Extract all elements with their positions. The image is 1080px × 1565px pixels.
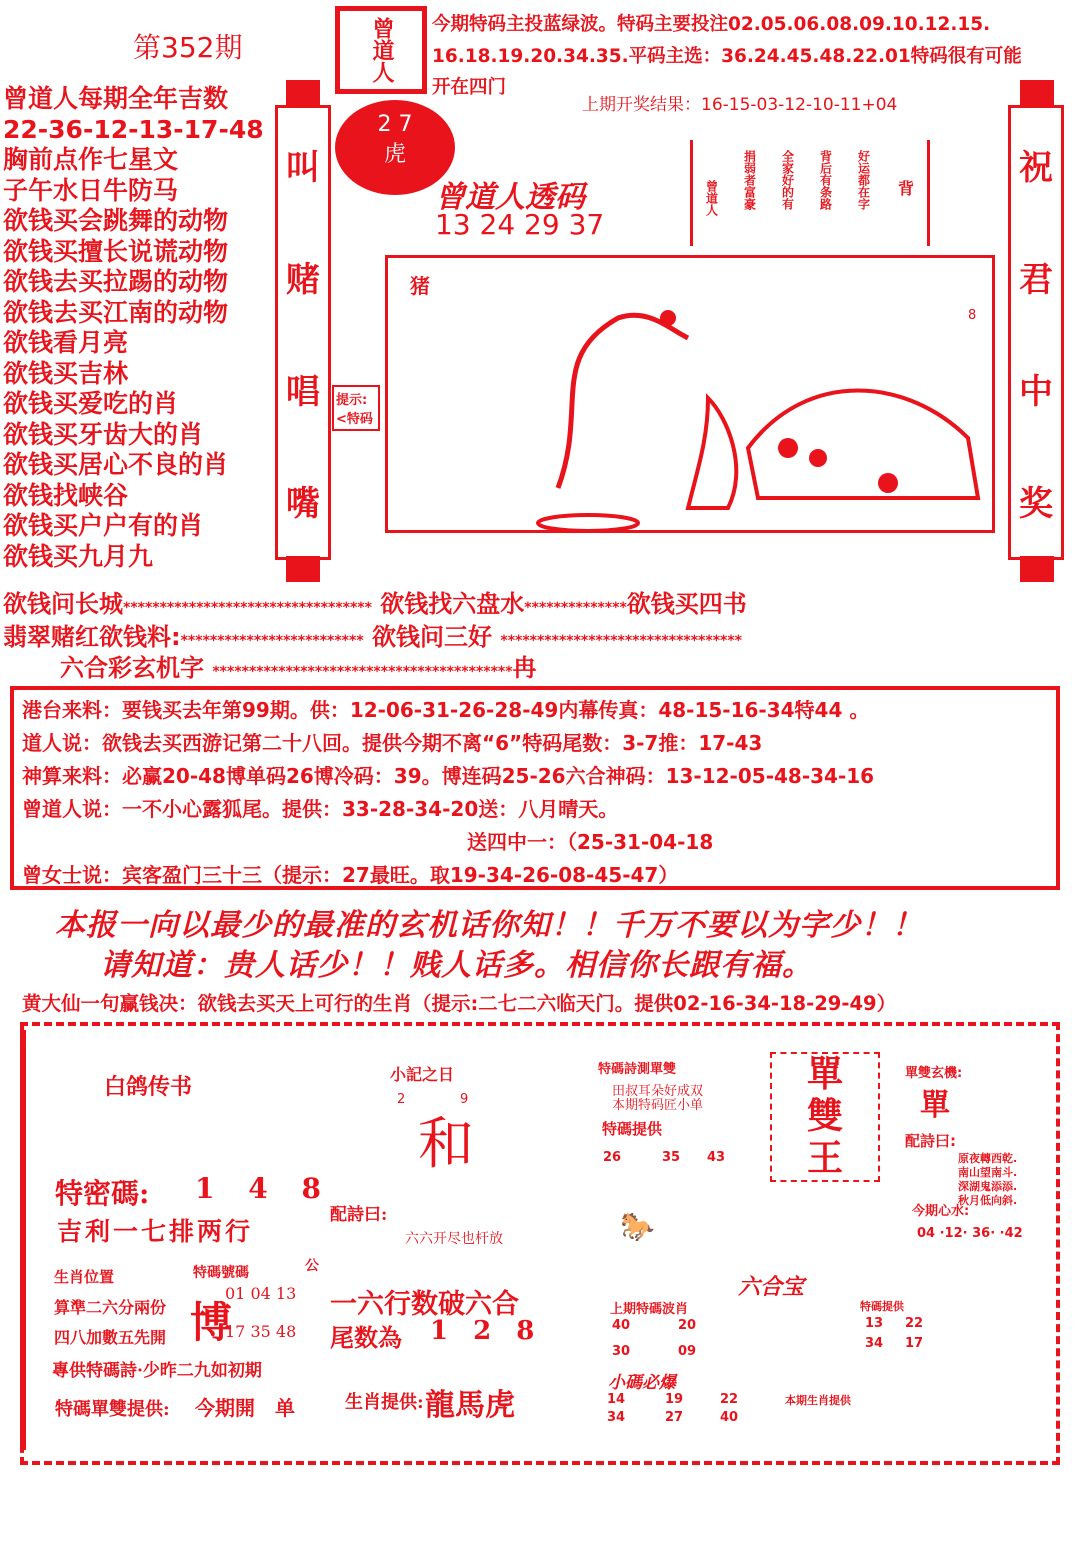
riddle: 欲钱找六盘水 xyxy=(380,590,525,618)
br-heart: 今期心水: xyxy=(912,1204,970,1219)
riddle-row-2 xyxy=(3,617,742,652)
pigeon-title: 白鸽传书 xyxy=(104,1074,193,1100)
br-poem: 田叔耳朵好成双 xyxy=(612,1084,704,1099)
br-title: 上期特碼波肖 xyxy=(610,1302,689,1317)
info-box xyxy=(10,686,1060,890)
top-notice-line: 今期特码主投蓝绿波。特码主要投注02.05.06.08.09.10.12.15. xyxy=(432,14,991,35)
br-brand: 六合宝 xyxy=(738,1275,805,1300)
poem-line: 專供特碼詩·少昨二九如初期 xyxy=(52,1361,262,1381)
slogan: 请知道：贵人话少！！贱人话多。相信你长跟有福。 xyxy=(100,948,813,983)
br-big: 單 xyxy=(920,1088,950,1123)
king-char: 單 xyxy=(806,1054,843,1095)
scroll-cap xyxy=(1020,556,1054,582)
info-line: 道人说：欲钱去买西游记第二十八回。提供今期不离“6”特码尾数：3-7推：17-43 xyxy=(22,731,763,755)
riddle: 欲钱问长城 xyxy=(3,590,123,618)
br-num: 27 xyxy=(665,1410,684,1425)
big-char: 和 xyxy=(418,1112,474,1177)
odd-even-label: 特碼單雙提供: xyxy=(55,1399,170,1420)
br-num: 13 xyxy=(865,1316,884,1331)
poem-line: 秋月低向斜. xyxy=(958,1194,1018,1207)
left-line: 欲钱买牙齿大的肖 xyxy=(3,419,204,449)
zodiac-val: 龍馬虎 xyxy=(425,1388,515,1423)
horse-icon: 🐎 xyxy=(620,1210,655,1243)
left-line: 欲钱去买拉踢的动物 xyxy=(3,267,229,296)
picture-label: 猪 xyxy=(410,274,430,298)
left-line: 欲钱买吉林 xyxy=(3,358,129,388)
top-notice-line: 16.18.19.20.34.35.平码主选：36.24.45.48.22.01特码很有可能 xyxy=(432,46,1022,67)
info-line: 神算来料：必赢20-48博单码26博冷码：39。博连码25-26六合神码：13-12-05-48-34-16 xyxy=(22,764,875,788)
riddle: 六合彩玄机字 xyxy=(60,654,204,682)
vertical-poem xyxy=(690,140,930,246)
br-title: 特碼詩測單雙 xyxy=(598,1062,677,1077)
stars: ********************************* xyxy=(500,633,742,649)
logo xyxy=(335,6,427,94)
poem-line: 深湖鬼添添. xyxy=(958,1180,1018,1193)
date-label: 小記之日 xyxy=(390,1065,455,1084)
poem-col: 背后有条路 xyxy=(818,150,833,210)
left-line: 欲钱看月亮 xyxy=(3,328,129,357)
scroll-cap xyxy=(1020,80,1054,106)
riddle-row-3 xyxy=(60,648,537,683)
six-line: 一六行数破六合 xyxy=(330,1289,519,1320)
br-peishi: 配詩曰: xyxy=(905,1132,956,1150)
special-nums: 1 4 8 xyxy=(195,1172,333,1205)
scroll-char: 奖 xyxy=(1019,484,1053,525)
top-notice-line: 开在四门 xyxy=(432,77,507,98)
nums-row: 01 04 13 xyxy=(225,1284,297,1303)
peishi-label: 配詩曰: xyxy=(330,1205,388,1225)
poem-col: 全家好的有 xyxy=(780,150,795,210)
king-char: 雙 xyxy=(806,1096,843,1137)
logo-text: 曾道人 xyxy=(369,17,394,83)
scroll-char: 嘴 xyxy=(286,484,320,525)
odd-even-val: 今期開 单 xyxy=(195,1396,295,1420)
br-num: 30 xyxy=(612,1344,631,1359)
left-line: 子午水日牛防马 xyxy=(3,175,179,205)
br-title: 本期生肖提供 xyxy=(785,1394,851,1407)
br-num: 17 xyxy=(905,1336,924,1351)
tail-label: 尾数為 xyxy=(330,1323,402,1352)
left-line: 曾道人每期全年吉数 xyxy=(3,84,229,113)
left-line: 欲钱买九月九 xyxy=(3,541,154,571)
issue-number: 第352期 xyxy=(133,31,243,64)
date-num: 2 xyxy=(397,1092,406,1107)
br-num: 34 xyxy=(607,1410,626,1425)
info-line: 港台来料：要钱买去年第99期。供：12-06-31-26-28-49内幕传真：48-15-16-34特44 。 xyxy=(22,698,870,722)
left-line: 欲钱买会跳舞的动物 xyxy=(3,206,229,235)
left-line: 欲钱去买江南的动物 xyxy=(3,297,229,327)
br-num: 19 xyxy=(665,1392,684,1407)
right-scroll xyxy=(1008,105,1064,560)
bo-char: 博 xyxy=(190,1298,233,1347)
gong-char: 公 xyxy=(305,1258,319,1274)
zodiac-label: 生肖提供: xyxy=(345,1392,424,1413)
left-line: 欲钱找峡谷 xyxy=(3,480,129,510)
left-line: 欲钱买户户有的肖 xyxy=(3,511,204,540)
left-line: 欲钱买擅长说谎动物 xyxy=(3,236,229,266)
pos-line: 四八加數五先開 xyxy=(54,1328,167,1347)
scroll-cap xyxy=(286,556,320,582)
br-poem-block xyxy=(958,1152,1053,1208)
scroll-char: 赌 xyxy=(286,259,320,300)
scroll-char: 君 xyxy=(1019,259,1053,300)
left-scroll xyxy=(275,105,331,560)
riddle-row-1 xyxy=(3,584,747,619)
br-num: 34 xyxy=(865,1336,884,1351)
scroll-char: 祝 xyxy=(1019,147,1053,188)
stars: ************** xyxy=(524,600,627,616)
br-num: 22 xyxy=(905,1316,924,1331)
br-num: 20 xyxy=(678,1318,697,1333)
br-poem: 本期特码匠小单 xyxy=(612,1098,704,1113)
panel-edge xyxy=(20,1030,26,1450)
tail-nums: 1 2 8 xyxy=(430,1316,543,1346)
slogan: 本报一向以最少的最准的玄机话你知！！千万不要以为字少！！ xyxy=(55,908,923,943)
peishi-line: 六六开尽也杆放 xyxy=(405,1231,503,1247)
scroll-cap xyxy=(286,80,320,106)
riddle: 冉 xyxy=(512,654,537,682)
br-num: 40 xyxy=(720,1410,739,1425)
scroll-char: 中 xyxy=(1019,372,1053,413)
info-line: 曾女士说：宾客盈门三十三（提示：27最旺。取19-34-26-08-45-47） xyxy=(22,863,679,887)
odd-even-king xyxy=(770,1052,880,1182)
huang-line: 黄大仙一句赢钱决：欲钱去买天上可行的生肖（提示:二七二六临天门。提供02-16-34-18-29-49） xyxy=(22,992,897,1015)
scroll-char: 叫 xyxy=(286,147,320,188)
poem-line: 原夜轉西乾. xyxy=(958,1152,1018,1165)
stars: ***************************************** xyxy=(212,664,513,680)
leak-numbers: 13 24 29 37 xyxy=(435,208,605,241)
nums-row: 17 35 48 xyxy=(225,1322,297,1341)
poem-col: 好运都在字 xyxy=(856,150,871,210)
picture-mark: 8 xyxy=(968,308,977,323)
poem-col: 背 xyxy=(895,180,915,196)
circle-zodiac: 虎 xyxy=(383,142,406,167)
left-line: 胸前点作七星文 xyxy=(3,145,179,174)
br-num: 43 xyxy=(707,1150,726,1165)
br-title: 單雙玄機: xyxy=(905,1066,963,1081)
fairy-illustration xyxy=(388,258,992,530)
poem-line: 吉利一七排两行 xyxy=(57,1217,254,1246)
br-num: 22 xyxy=(720,1392,739,1407)
leak-title: 曾道人透码 xyxy=(435,180,585,215)
stars: ********************************** xyxy=(123,600,372,616)
br-num: 14 xyxy=(607,1392,626,1407)
stars: ************************* xyxy=(180,633,364,649)
nums-label: 特碼號碼 xyxy=(193,1265,249,1281)
br-title: 特碼提供 xyxy=(602,1120,663,1138)
left-column xyxy=(3,84,264,572)
left-line: 22-36-12-13-17-48 xyxy=(3,114,264,144)
br-nums: 04 ·12· 36· ·42 xyxy=(917,1226,1023,1241)
pos-label: 生肖位置 xyxy=(54,1268,115,1286)
left-line: 欲钱买爱吃的肖 xyxy=(3,389,179,418)
br-title: 小碼必爆 xyxy=(608,1373,676,1393)
picture-hint: 提示:<特码 xyxy=(332,385,380,431)
poem-col: 捐弱者富豪 xyxy=(742,150,757,210)
date-num: 9 xyxy=(460,1092,469,1107)
riddle: 欲钱问三好 xyxy=(372,623,493,651)
special-label: 特密碼: xyxy=(55,1177,150,1210)
pos-line: 算準二六分兩份 xyxy=(54,1298,167,1317)
br-title: 特碼提供 xyxy=(860,1300,904,1313)
riddle: 翡翠赌红欲钱料: xyxy=(3,623,181,651)
riddle: 欲钱买四书 xyxy=(626,590,747,618)
scroll-char: 唱 xyxy=(286,372,320,413)
info-line: 曾道人说：一不小心露狐尾。提供：33-28-34-20送：八月晴天。 xyxy=(22,797,619,821)
left-line: 欲钱买居心不良的肖 xyxy=(3,450,229,479)
king-char: 王 xyxy=(806,1138,843,1179)
info-line: 送四中一：（25-31-04-18 xyxy=(467,830,714,854)
poem-col: 曾道人 xyxy=(704,180,719,216)
previous-result: 上期开奖结果：16-15-03-12-10-11+04 xyxy=(582,95,898,115)
poem-line: 南山望南斗. xyxy=(958,1166,1018,1179)
br-num: 26 xyxy=(603,1150,622,1165)
br-num: 40 xyxy=(612,1318,631,1333)
br-num: 09 xyxy=(678,1344,697,1359)
circle-number: 2 7 xyxy=(377,112,413,137)
picture-frame xyxy=(385,255,995,533)
br-num: 35 xyxy=(662,1150,681,1165)
